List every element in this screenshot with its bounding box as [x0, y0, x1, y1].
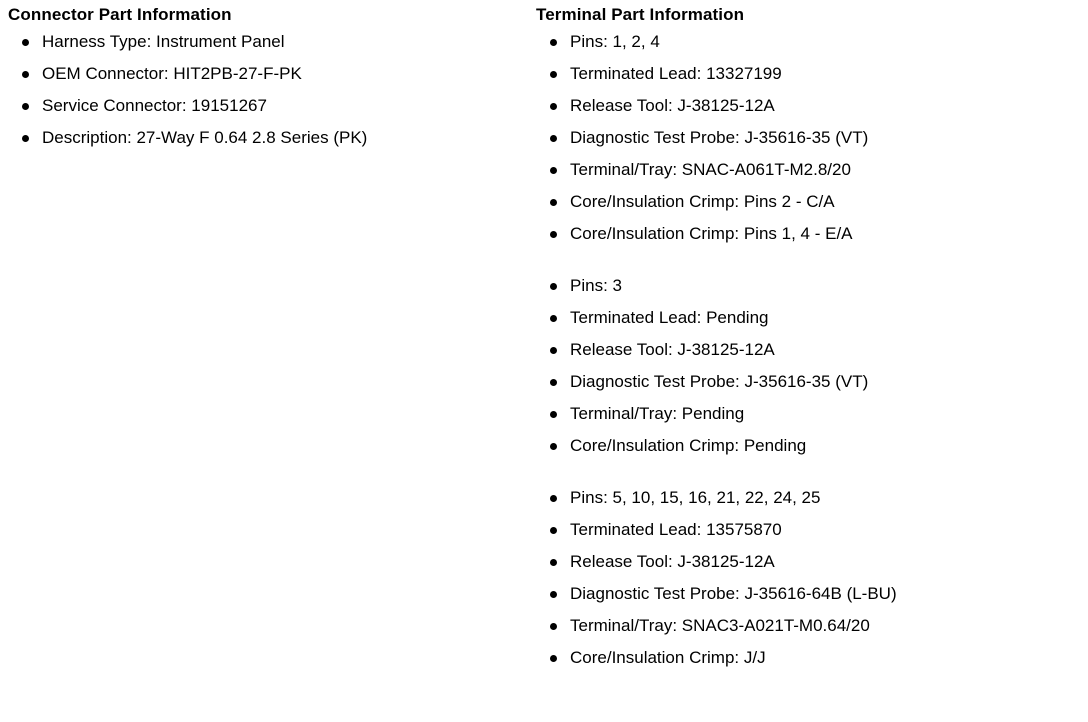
list-item	[536, 610, 1084, 642]
bullet-icon	[22, 135, 29, 142]
list-item	[536, 186, 1084, 218]
bullet-icon	[550, 39, 557, 46]
list-item-label: Diagnostic Test Probe: J-35616-35 (VT)	[570, 128, 869, 147]
list-item	[8, 58, 528, 90]
terminal-section-title: Terminal Part Information	[536, 5, 745, 24]
list-item-label: Pins: 5, 10, 15, 16, 21, 22, 24, 25	[570, 488, 821, 507]
list-item-label: Diagnostic Test Probe: J-35616-64B (L-BU)	[570, 584, 897, 603]
bullet-icon	[550, 135, 557, 142]
list-item-label: Service Connector: 19151267	[42, 96, 267, 115]
terminal-group-2	[536, 270, 1084, 462]
list-item	[8, 122, 528, 154]
list-item	[536, 58, 1084, 90]
list-item-label: Terminated Lead: 13327199	[570, 64, 782, 83]
bullet-icon	[22, 71, 29, 78]
list-item-label: Core/Insulation Crimp: Pins 1, 4 - E/A	[570, 224, 853, 243]
bullet-icon	[550, 623, 557, 630]
list-item-label: Terminal/Tray: SNAC3-A021T-M0.64/20	[570, 616, 870, 635]
list-item-label: Release Tool: J-38125-12A	[570, 552, 775, 571]
list-item	[536, 430, 1084, 462]
bullet-icon	[550, 199, 557, 206]
terminal-group-3	[536, 482, 1084, 674]
list-item-label: Release Tool: J-38125-12A	[570, 96, 775, 115]
list-item-label: OEM Connector: HIT2PB-27-F-PK	[42, 64, 302, 83]
list-item-label: Core/Insulation Crimp: Pending	[570, 436, 807, 455]
bullet-icon	[550, 527, 557, 534]
bullet-icon	[550, 283, 557, 290]
list-item-label: Terminated Lead: Pending	[570, 308, 769, 327]
list-item-label: Pins: 1, 2, 4	[570, 32, 660, 51]
list-item	[536, 578, 1084, 610]
terminal-group-1	[536, 26, 1084, 250]
list-item	[8, 26, 528, 58]
list-item-label: Terminated Lead: 13575870	[570, 520, 782, 539]
list-item-label: Release Tool: J-38125-12A	[570, 340, 775, 359]
list-item	[536, 366, 1084, 398]
bullet-icon	[550, 231, 557, 238]
connector-item-list	[8, 26, 528, 154]
list-item	[536, 154, 1084, 186]
list-item	[536, 90, 1084, 122]
list-item	[536, 514, 1084, 546]
bullet-icon	[550, 559, 557, 566]
list-item-label: Description: 27-Way F 0.64 2.8 Series (PK)	[42, 128, 368, 147]
list-item-label: Terminal/Tray: SNAC-A061T-M2.8/20	[570, 160, 851, 179]
list-item-label: Diagnostic Test Probe: J-35616-35 (VT)	[570, 372, 869, 391]
terminal-part-information-section	[536, 0, 1084, 674]
bullet-icon	[550, 167, 557, 174]
list-item	[536, 398, 1084, 430]
list-item	[536, 302, 1084, 334]
bullet-icon	[22, 103, 29, 110]
bullet-icon	[22, 39, 29, 46]
list-item	[536, 218, 1084, 250]
list-item	[536, 642, 1084, 674]
connector-section-title: Connector Part Information	[8, 5, 232, 24]
list-item	[536, 26, 1084, 58]
list-item-label: Harness Type: Instrument Panel	[42, 32, 285, 51]
bullet-icon	[550, 347, 557, 354]
connector-part-information-section	[8, 0, 528, 154]
list-item	[8, 90, 528, 122]
list-item	[536, 122, 1084, 154]
list-item-label: Pins: 3	[570, 276, 622, 295]
bullet-icon	[550, 591, 557, 598]
list-item	[536, 546, 1084, 578]
bullet-icon	[550, 315, 557, 322]
list-item-label: Core/Insulation Crimp: J/J	[570, 648, 766, 667]
bullet-icon	[550, 379, 557, 386]
list-item-label: Core/Insulation Crimp: Pins 2 - C/A	[570, 192, 835, 211]
list-item	[536, 482, 1084, 514]
list-item-label: Terminal/Tray: Pending	[570, 404, 745, 423]
list-item	[536, 334, 1084, 366]
list-item	[536, 270, 1084, 302]
bullet-icon	[550, 71, 557, 78]
bullet-icon	[550, 411, 557, 418]
bullet-icon	[550, 443, 557, 450]
bullet-icon	[550, 495, 557, 502]
bullet-icon	[550, 103, 557, 110]
bullet-icon	[550, 655, 557, 662]
